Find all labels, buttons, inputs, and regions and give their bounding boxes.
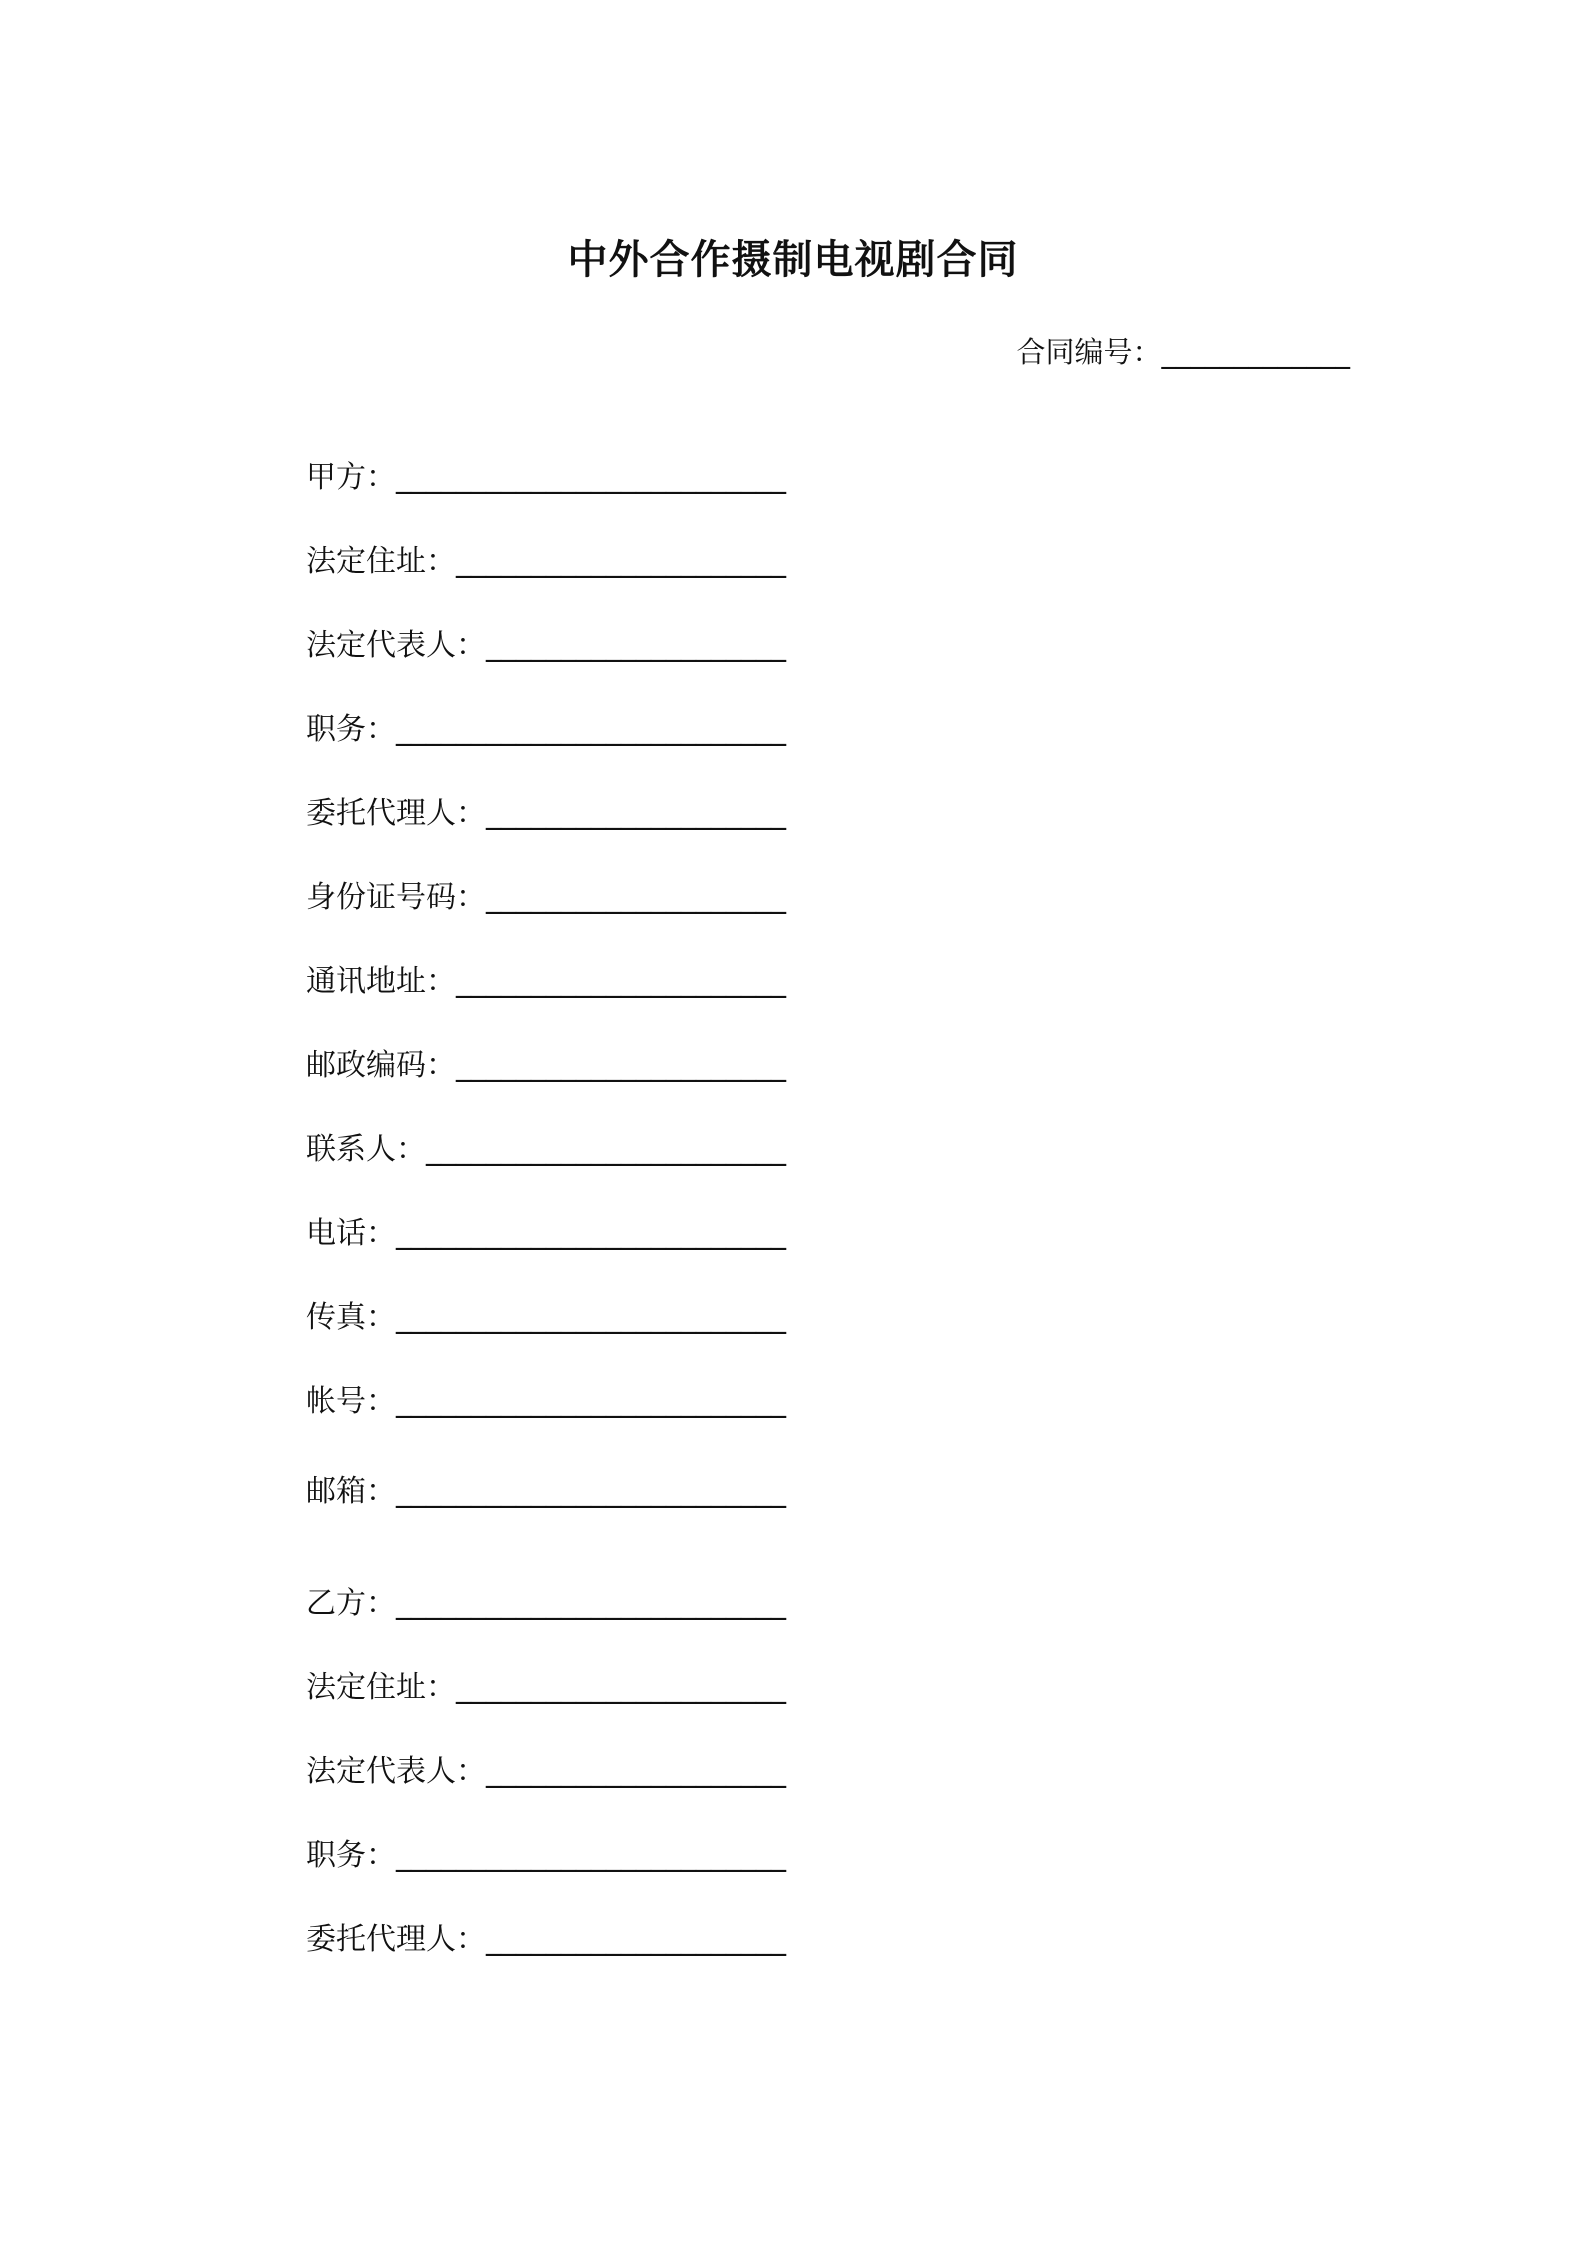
field-blank[interactable]: __________________________ xyxy=(396,460,786,495)
party-b-section xyxy=(306,1584,1006,2004)
field-label: 通讯地址： xyxy=(306,964,456,999)
field-label: 法定住址： xyxy=(306,544,456,579)
contract-number-field xyxy=(1016,332,1350,372)
party-a-account-row xyxy=(306,1382,1006,1472)
party-b-address-row xyxy=(306,1668,1006,1752)
party-b-agent-row xyxy=(306,1920,1006,2004)
field-blank[interactable]: ____________________ xyxy=(486,628,786,663)
party-a-section xyxy=(306,458,1006,1556)
field-blank[interactable]: ______________________ xyxy=(456,964,786,999)
field-blank[interactable]: __________________________ xyxy=(396,1216,786,1251)
party-a-agent-row xyxy=(306,794,1006,878)
party-a-postal-code-row xyxy=(306,1046,1006,1130)
field-label: 帐号： xyxy=(306,1384,396,1419)
field-blank[interactable]: ____________________ xyxy=(486,1922,786,1957)
field-label: 法定代表人： xyxy=(306,1754,486,1789)
field-blank[interactable]: __________________________ xyxy=(396,1300,786,1335)
party-b-legal-rep-row xyxy=(306,1752,1006,1836)
field-label: 传真： xyxy=(306,1300,396,1335)
field-label: 职务： xyxy=(306,1838,396,1873)
field-label: 电话： xyxy=(306,1216,396,1251)
field-label: 委托代理人： xyxy=(306,1922,486,1957)
field-blank[interactable]: __________________________ xyxy=(396,1838,786,1873)
party-a-mailing-address-row xyxy=(306,962,1006,1046)
field-blank[interactable]: __________________________ xyxy=(396,1474,786,1509)
party-b-position-row xyxy=(306,1836,1006,1920)
party-a-name-row xyxy=(306,458,1006,542)
field-blank[interactable]: ____________________ xyxy=(486,1754,786,1789)
party-a-address-row xyxy=(306,542,1006,626)
field-label: 乙方： xyxy=(306,1586,396,1621)
field-blank[interactable]: ________________________ xyxy=(426,1132,786,1167)
contract-number-blank[interactable]: _____________ xyxy=(1161,335,1350,369)
field-label: 委托代理人： xyxy=(306,796,486,831)
field-blank[interactable]: __________________________ xyxy=(396,712,786,747)
contract-number-label: 合同编号： xyxy=(1016,335,1162,369)
field-blank[interactable]: ______________________ xyxy=(456,1670,786,1705)
party-a-phone-row xyxy=(306,1214,1006,1298)
party-a-id-number-row xyxy=(306,878,1006,962)
field-blank[interactable]: ____________________ xyxy=(486,880,786,915)
field-label: 甲方： xyxy=(306,460,396,495)
field-label: 身份证号码： xyxy=(306,880,486,915)
document-title: 中外合作摄制电视剧合同 xyxy=(567,237,1019,283)
field-label: 职务： xyxy=(306,712,396,747)
party-a-contact-row xyxy=(306,1130,1006,1214)
field-blank[interactable]: __________________________ xyxy=(396,1384,786,1419)
field-blank[interactable]: ____________________ xyxy=(486,796,786,831)
field-label: 邮政编码： xyxy=(306,1048,456,1083)
party-b-name-row xyxy=(306,1584,1006,1668)
party-a-email-row xyxy=(306,1472,1006,1556)
party-a-fax-row xyxy=(306,1298,1006,1382)
field-blank[interactable]: ______________________ xyxy=(456,1048,786,1083)
party-a-legal-rep-row xyxy=(306,626,1006,710)
field-label: 法定代表人： xyxy=(306,628,486,663)
field-blank[interactable]: __________________________ xyxy=(396,1586,786,1621)
field-label: 邮箱： xyxy=(306,1474,396,1509)
party-a-position-row xyxy=(306,710,1006,794)
field-label: 法定住址： xyxy=(306,1670,456,1705)
field-blank[interactable]: ______________________ xyxy=(456,544,786,579)
field-label: 联系人： xyxy=(306,1132,426,1167)
